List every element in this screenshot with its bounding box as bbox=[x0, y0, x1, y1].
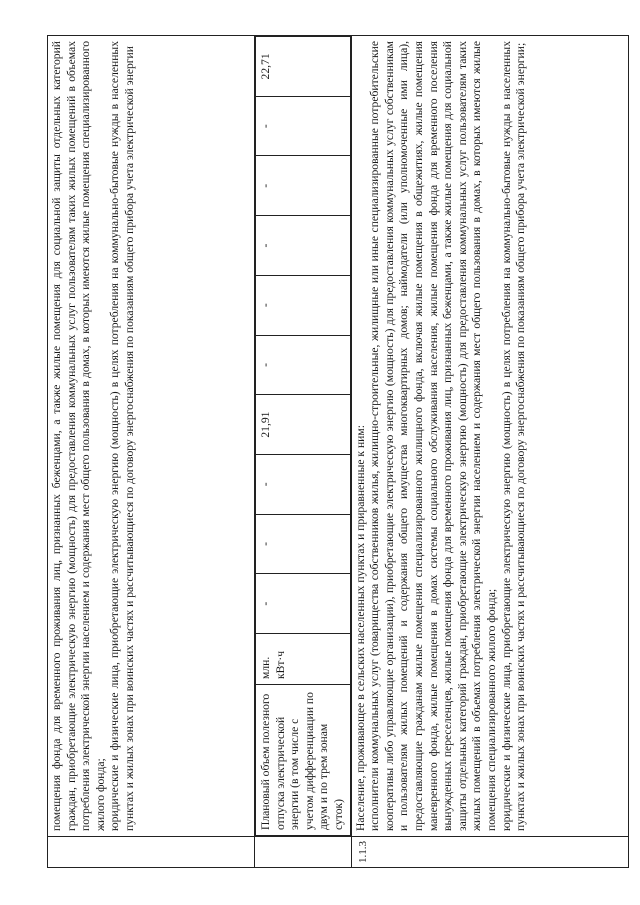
table-row bbox=[255, 36, 352, 868]
rotated-sheet bbox=[47, 35, 597, 868]
row-number-cell: 1.1.3 bbox=[351, 837, 628, 868]
tariff-table bbox=[47, 35, 629, 868]
value-cell: - bbox=[256, 156, 351, 216]
paragraph: исполнители коммунальных услуг (товарищества собственников жилья, жилищно-строительные, жилищные или иные специализированные потребительские кооперативы либо управляющие организации), приобретающие электрическую энергию (мощность) для предоставления коммунальных услуг собственникам и пользователям жилых помещений и содержания общего имущества многоквартирных домов; наймодатели (или уполномоченные ими лица), предоставляющие гражданам жилые помещения специализированного жилищного фонда, включая жилые помещения в общежитиях, жилые помещения маневренного фонда, жилые помещения в домах системы социального обслуживания населения, жилые помещения фонда для временного поселения вынужденных переселенцев, жилые помещения фонда для временного проживания лиц, признанных беженцами, а также жилые помещения для социальной защиты отдельных категорий граждан, приобретающие электрическую энергию (мощность) для предоставления коммунальных услуг пользователям таких жилых помещений в объемах потребления электрической энергии населением и содержания мест общего пользования в домах, в которых имеются жилые помещения специализированного жилого фонда; bbox=[368, 41, 498, 831]
values-cell bbox=[255, 36, 352, 837]
value-cell: - bbox=[256, 335, 351, 395]
value-cell: - bbox=[256, 216, 351, 276]
table-row bbox=[48, 36, 255, 868]
row-number-cell bbox=[255, 837, 352, 868]
row-number-cell bbox=[48, 837, 255, 868]
value-cell: - bbox=[256, 275, 351, 335]
paragraph: юридические и физические лица, приобретающие электрическую энергию (мощность) в целях потребления на коммунально-бытовые нужды в населенных пунктах и жилых зонах при воинских частях и рассчитывающиеся по договору энергоснабжения по показаниям общего прибора учета электрической энергии; bbox=[499, 41, 528, 831]
value-cell: - bbox=[256, 514, 351, 574]
table-row bbox=[351, 36, 628, 868]
description-cell bbox=[48, 36, 255, 837]
value-cell: - bbox=[256, 96, 351, 156]
paragraph: помещения фонда для временного проживания лиц, признанных беженцами, а также жилые помещения для социальной защиты отдельных категорий граждан, приобретающие электрическую энергию (мощность) для предоставления коммунальных услуг пользователям таких жилых помещений в объемах потребления электрической энергии населением и содержания мест общего пользования в домах, в которых имеются жилые помещения специализированного жилого фонда; bbox=[50, 41, 107, 831]
description-cell bbox=[351, 36, 628, 837]
value-cell: - bbox=[256, 454, 351, 514]
paragraph: юридические и физические лица, приобретающие электрическую энергию (мощность) в целях потребления на коммунально-бытовые нужды в населенных пунктах и жилых зонах при воинских частях и рассчитывающиеся по договору энергоснабжения по показаниям общего прибора учета электрической энергии bbox=[108, 41, 136, 831]
value-cell: - bbox=[256, 574, 351, 634]
values-table bbox=[255, 36, 351, 836]
unit-cell: млн. кВт·ч bbox=[256, 634, 351, 685]
indicator-name: Плановый объем полезного отпуска электрической энергии (в том числе с учетом дифференциации по двум и по трем зонам суток) bbox=[256, 685, 351, 836]
paragraph: Население, проживающее в сельских населенных пунктах и приравненные к ним: bbox=[353, 425, 367, 831]
value-cell: 21,91 bbox=[256, 395, 351, 455]
value-cell: 22,71 bbox=[256, 37, 351, 97]
